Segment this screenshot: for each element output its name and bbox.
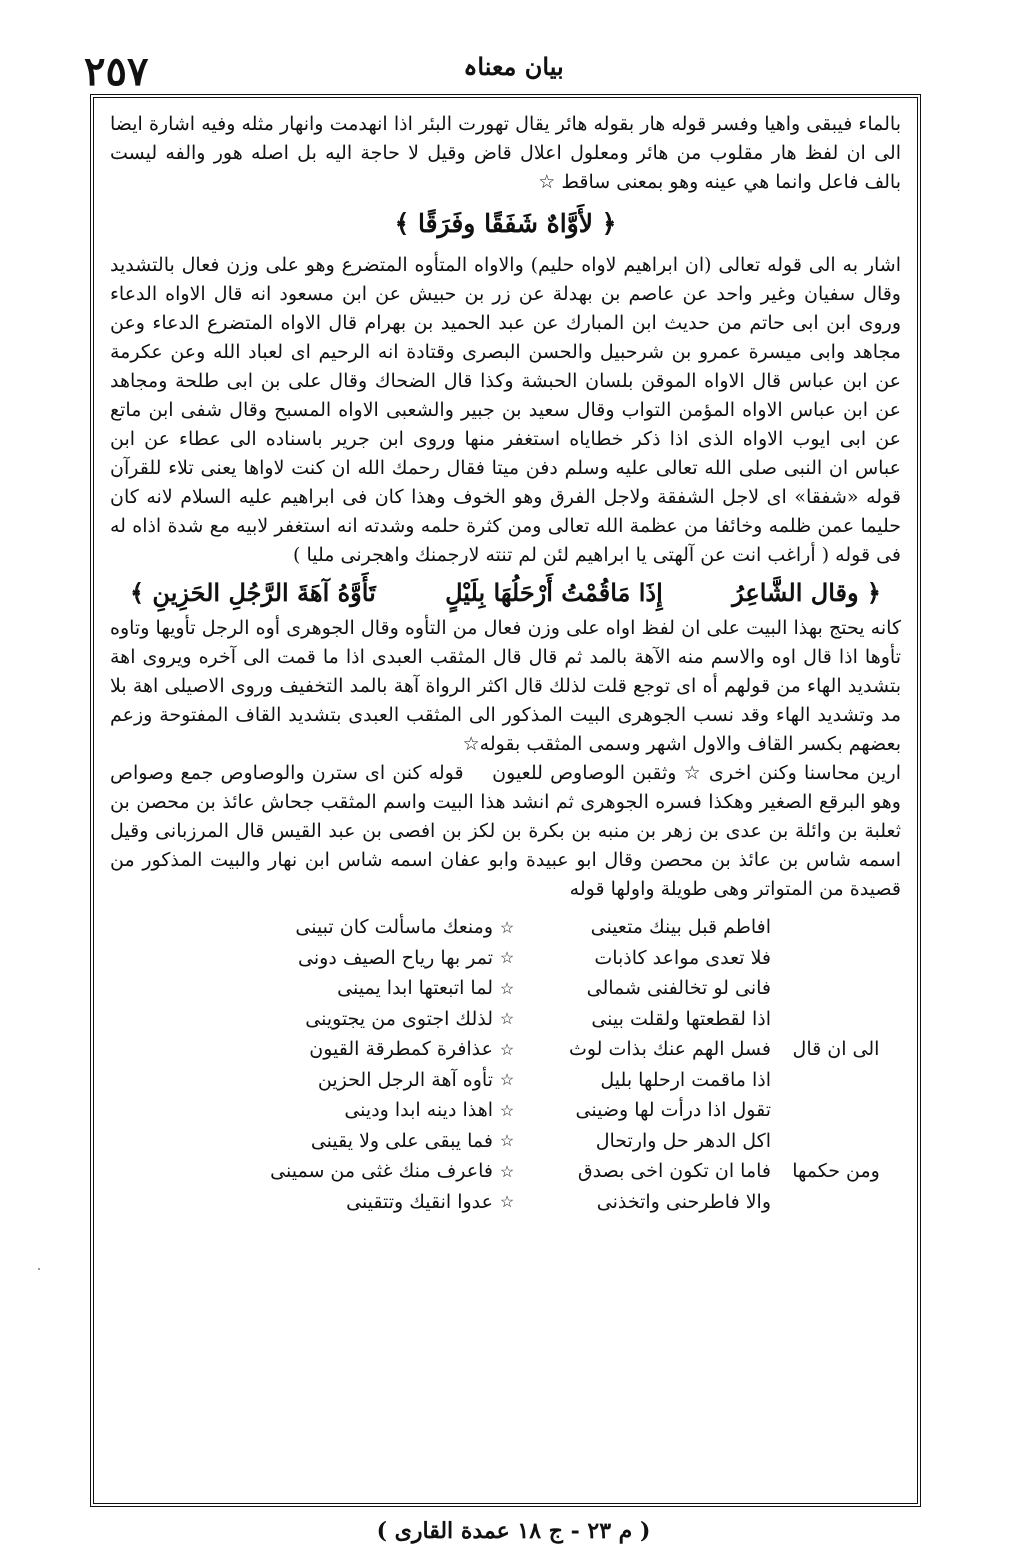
paragraph-4-verse: ارين محاسنا وكنن اخرى ☆ وثقبن الوصاوص للعيون — [492, 762, 901, 784]
poem-verse — [110, 973, 901, 1004]
paragraph-4 — [110, 759, 901, 904]
poem-verse — [110, 1156, 901, 1187]
verse-hemistich-2: لذلك اجتوى من يجتوينى — [305, 1007, 493, 1030]
verse-hemistich-1: فسل الهم عنك بذات لوث — [568, 1038, 771, 1061]
verse-hemistich-2: فاعرف منك غثى من سمينى — [270, 1160, 493, 1183]
shahid-hemistich-1: إِذَا مَاقُمْتُ أَرْحَلُهَا بِلَيْلٍ — [445, 578, 663, 607]
verse-separator: ☆ — [499, 1192, 515, 1212]
verse-separator: ☆ — [499, 1039, 515, 1059]
verse-hemistich-1: فانى لو تخالفنى شمالى — [586, 977, 771, 1000]
verse-separator: ☆ — [499, 948, 515, 968]
verse-hemistich-2: لما اتبعتها ابدا يمينى — [337, 977, 493, 1000]
paragraph-4-text: قوله كنن اى سترن والوصاوص جمع وصواص وهو البرقع الصغير وهكذا فسره الجوهرى ثم انشد هذا البيت واسم المثقب جحاش عائذ بن محصن بن ثعلبة بن وائلة بن عدى بن زهر بن منبه بن بكرة بن لكز بن افصى بن عبد القيس قال المرزبانى وقيل اسمه شاس بن عائذ بن محصن وقال ابو عبيدة وابو عفان اسمه شاس ابن نهار والبيت المذكور من قصيدة من المتواتر وهى طويلة واولها قوله — [110, 762, 901, 900]
verse-hemistich-1: فلا تعدى مواعد كاذبات — [594, 946, 771, 969]
verse-hemistich-1: فاما ان تكون اخى بصدق — [577, 1160, 771, 1183]
verse-hemistich-2: تأوه آهة الرجل الحزين — [317, 1068, 493, 1091]
page-number: ٢٥٧ — [84, 48, 149, 95]
footer-signature: ( م ٢٣ - ج ١٨ عمدة القارى ) — [376, 1518, 651, 1544]
verse-hemistich-2: عذافرة كمطرقة القيون — [309, 1038, 493, 1061]
verse-hemistich-2: عدوا انقيك وتتقينى — [346, 1190, 493, 1213]
verse-hemistich-2: ومنعك ماسألت كان تبينى — [295, 916, 493, 939]
verse-lead: الى ان قال — [792, 1038, 880, 1061]
poem-verse — [110, 1004, 901, 1035]
verse-separator: ☆ — [499, 978, 515, 998]
verse-separator: ☆ — [499, 1161, 515, 1181]
verse-hemistich-1: والا فاطرحنى واتخذنى — [596, 1190, 771, 1213]
paragraph-3: كانه يحتج بهذا البيت على ان لفظ اواه على وزن فعال من التأوه وقال الجوهرى أوه الرجل تأويها وتاوه تأوها اذا قال اوه والاسم منه الآهة بالمد ثم قال قال المثقب العبدى اذا ما قمت الى آخره ويروى اهة بتشديد الهاء من قولهم أه اى توجع قلت لذلك قال اكثر الرواة آهة بالمد التخفيف وروى الاصيلى اهة بلا مد وتشديد الهاء وقد نسب الجوهرى البيت المذكور الى المثقب العبدى بتشديد القاف المفتوحة وزعم بعضهم بكسر القاف والاول اشهر وسمى المثقب بقوله☆ — [110, 617, 901, 755]
shahid-hemistich-2: تَأَوَّهُ آهَةَ الرَّجُلِ الحَزِينِ ﴾ — [130, 578, 376, 607]
margin-speck — [38, 1268, 40, 1270]
poem-verse — [110, 943, 901, 974]
verse-hemistich-1: اذا لقطعتها ولقلت بينى — [591, 1007, 771, 1030]
poem-verse — [110, 1126, 901, 1157]
verse-separator: ☆ — [499, 1131, 515, 1151]
poem — [110, 912, 901, 1217]
shahid-intro: ﴿ وقال الشَّاعِرُ — [732, 578, 881, 607]
running-title: بیان معناہ — [463, 52, 564, 81]
paragraph-1: بالماء فيبقى واهيا وفسر قوله هار بقوله هائر يقال تهورت البئر اذا انهدمت وانهار مثله وفيه اشارة ايضا الى ان لفظ هار مقلوب من هائر ومعلول اعلال قاض وقيل لا حاجة اليه بل اصله هور والفه ليست بالف فاعل وانما هي عينه وهو بمعنى ساقط ☆ — [110, 113, 901, 193]
poem-verse — [110, 1034, 901, 1065]
verse-hemistich-1: اذا ماقمت ارحلها بليل — [600, 1068, 771, 1091]
verse-lead: ومن حكمها — [792, 1160, 880, 1183]
section-heading: ﴿ لأَوَّاهٌ شَفَقًا وفَرَقًا ﴾ — [394, 209, 617, 238]
verse-separator: ☆ — [499, 1070, 515, 1090]
poem-verse — [110, 1187, 901, 1218]
poem-verse — [110, 1065, 901, 1096]
text-frame — [90, 94, 921, 1507]
shahid-verse — [130, 576, 881, 610]
verse-separator: ☆ — [499, 917, 515, 937]
poem-verse — [110, 1095, 901, 1126]
verse-separator: ☆ — [499, 1009, 515, 1029]
verse-hemistich-2: اهذا دينه ابدا ودينى — [344, 1099, 493, 1122]
poem-verse — [110, 912, 901, 943]
verse-hemistich-1: اكل الدهر حل وارتحال — [595, 1129, 771, 1152]
verse-hemistich-2: تمر بها رياح الصيف دونى — [298, 946, 493, 969]
verse-hemistich-2: فما يبقى على ولا يقينى — [310, 1129, 493, 1152]
verse-hemistich-1: تقول اذا درأت لها وضينى — [575, 1099, 771, 1122]
paragraph-2: اشار به الى قوله تعالى (ان ابراهيم لاواه حليم) والاواه المتأوه المتضرع وهو على وزن فعال بالتشديد وقال سفيان وغير واحد عن عاصم بن بهدلة عن زر بن حبيش عن ابن مسعود انه قال الاواه الدعاء وروى ابن ابى حاتم من حديث ابن المبارك عن عبد الحميد بن بهرام قال الاواه المتضرع الدعاء وعن مجاهد وابى ميسرة عمرو بن شرحبيل والحسن البصرى وقتادة انه الرحيم اى لعباد الله وعن عكرمة عن ابن عباس قال الاواه الموقن بلسان الحبشة وكذا قال الضحاك وقال على بن ابى طلحة ومجاهد عن ابن عباس الاواه المؤمن التواب وقال سعيد بن جبير والشعبى الاواه المسبح وقال شفى ابن ماتع عن ابى ايوب الاواه الذى اذا ذكر خطاياه استغفر منها وروى ابن جرير باسناده الى عطاء عن ابن عباس ان النبى صلى الله تعالى عليه وسلم دفن ميتا فقال رحمك الله ان كنت لاواها يعنى تلاء للقرآن قوله «شفقا» اى لاجل الشفقة ولاجل الفرق وهو الخوف وهذا كان فى ابراهيم عليه السلام لانه كان حليما عمن ظلمه وخائفا من عظمة الله تعالى ومن كثرة حلمه وشدته انه استغفر لابيه مع شدة اذاه له فى قوله ( أراغب انت عن آلهتى يا ابراهيم لئن لم تنته لارجمنك واهجرنى مليا ) — [110, 254, 901, 566]
verse-hemistich-1: افاطم قبل بينك متعينى — [590, 916, 771, 939]
verse-separator: ☆ — [499, 1100, 515, 1120]
